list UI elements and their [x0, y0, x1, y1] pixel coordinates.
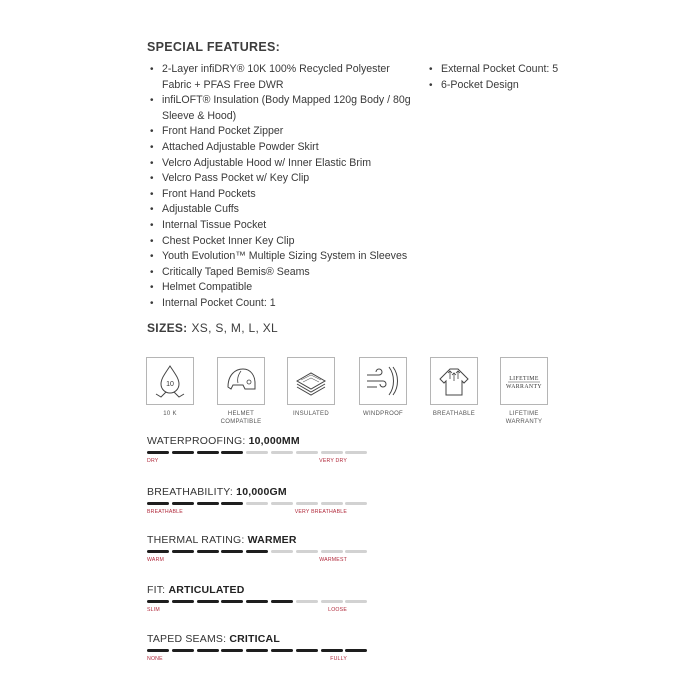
rating-segment [345, 600, 367, 603]
rating-value: 10,000MM [248, 435, 300, 447]
rating-segment [172, 600, 194, 603]
rating-segment [271, 550, 293, 553]
rating-value: ARTICULATED [168, 584, 245, 596]
feature-item: • External Pocket Count: 5 [426, 62, 576, 78]
rating-segment [246, 550, 268, 553]
rating-value: WARMER [247, 534, 297, 546]
10k-badge-text: 10 [166, 381, 174, 388]
rating-title [147, 633, 347, 645]
rating-max-label: LOOSE [328, 607, 347, 613]
rating-segment [221, 502, 243, 505]
rating-segment [296, 550, 318, 553]
rating-segment [345, 550, 367, 553]
rating-bar [147, 649, 347, 653]
rating-segment [221, 649, 243, 652]
rating-min-label: SLIM [147, 607, 160, 613]
rating-0 [147, 435, 347, 466]
feature-item: • Adjustable Cuffs [147, 202, 419, 218]
rating-value: CRITICAL [229, 633, 280, 645]
features-list-right [426, 62, 576, 93]
feature-item: • Velcro Adjustable Hood w/ Inner Elastic Brim [147, 156, 419, 172]
rating-4 [147, 633, 347, 664]
rating-title [147, 584, 347, 596]
rating-segment [321, 649, 343, 652]
rating-max-label: VERY DRY [319, 458, 347, 464]
rating-segment [321, 451, 343, 454]
rating-max-label: FULLY [330, 656, 347, 662]
rating-segment [296, 649, 318, 652]
rating-segment [197, 451, 219, 454]
feature-item: • Velcro Pass Pocket w/ Key Clip [147, 171, 419, 187]
rating-segment [345, 451, 367, 454]
windproof-icon [359, 357, 407, 405]
rating-segment [221, 550, 243, 553]
icon-cell-10k [140, 357, 200, 419]
rating-segment [296, 600, 318, 603]
rating-segment [246, 502, 268, 505]
rating-segment [246, 451, 268, 454]
feature-item: • Internal Pocket Count: 1 [147, 296, 419, 312]
rating-value: 10,000GM [236, 486, 287, 498]
rating-segment [172, 502, 194, 505]
rating-min-label: NONE [147, 656, 163, 662]
rating-bar [147, 451, 347, 455]
icon-cell-windproof [353, 357, 413, 419]
rating-segment [197, 649, 219, 652]
rating-segment [345, 649, 367, 652]
rating-label: WATERPROOFING: [147, 435, 246, 447]
feature-item: • Front Hand Pockets [147, 187, 419, 203]
rating-segment [345, 502, 367, 505]
icon-cell-breathable [424, 357, 484, 419]
breathable-icon [430, 357, 478, 405]
warranty-box-text-2: WARRANTY [505, 384, 543, 390]
sizes-value: XS, S, M, L, XL [191, 321, 279, 335]
feature-item: • Youth Evolution™ Multiple Sizing System in Sleeves [147, 249, 419, 265]
rating-segment [321, 550, 343, 553]
warranty-box-text-1: LIFETIME [509, 376, 539, 382]
rating-segment [246, 649, 268, 652]
icon-cell-helmet [211, 357, 271, 426]
feature-item: • Attached Adjustable Powder Skirt [147, 140, 419, 156]
rating-segment [296, 451, 318, 454]
rating-2 [147, 534, 347, 565]
feature-item: • Internal Tissue Pocket [147, 218, 419, 234]
rating-title [147, 435, 347, 447]
rating-segment [197, 502, 219, 505]
feature-item: • Critically Taped Bemis® Seams [147, 265, 419, 281]
icon-label-warranty: LIFETIME WARRANTY [505, 411, 543, 425]
rating-scale [147, 656, 347, 664]
features-list-left [147, 62, 419, 312]
feature-icons [147, 357, 557, 427]
rating-segment [246, 600, 268, 603]
rating-segment [172, 550, 194, 553]
rating-max-label: WARMEST [319, 557, 347, 563]
rating-scale [147, 607, 347, 615]
icon-label-breathable: BREATHABLE [432, 411, 476, 417]
rating-segment [197, 600, 219, 603]
rating-label: BREATHABILITY: [147, 486, 234, 498]
rating-segment [321, 502, 343, 505]
rating-title [147, 486, 347, 498]
feature-item: • 6-Pocket Design [426, 78, 576, 94]
feature-item: • Helmet Compatible [147, 280, 419, 296]
icon-label-windproof: WINDPROOF [362, 411, 404, 417]
rating-scale [147, 557, 347, 565]
rating-segment [271, 649, 293, 652]
rating-1 [147, 486, 347, 517]
rating-label: THERMAL RATING: [147, 534, 245, 546]
rating-segment [271, 502, 293, 505]
rating-bar [147, 550, 347, 554]
10k-waterproof-icon [146, 357, 194, 405]
rating-scale [147, 509, 347, 517]
rating-max-label: VERY BREATHABLE [294, 509, 347, 515]
rating-segment [172, 451, 194, 454]
feature-item: • 2-Layer infiDRY® 10K 100% Recycled Polyester Fabric + PFAS Free DWR [147, 62, 419, 93]
helmet-icon [217, 357, 265, 405]
feature-item: • infiLOFT® Insulation (Body Mapped 120g Body / 80g Sleeve & Hood) [147, 93, 419, 124]
rating-segment [172, 649, 194, 652]
rating-segment [147, 600, 169, 603]
icon-label-helmet: HELMET COMPATIBLE [220, 411, 262, 425]
rating-segment [147, 502, 169, 505]
rating-segment [271, 451, 293, 454]
rating-label: FIT: [147, 584, 166, 596]
rating-min-label: BREATHABLE [147, 509, 183, 515]
feature-item: • Front Hand Pocket Zipper [147, 124, 419, 140]
rating-min-label: WARM [147, 557, 165, 563]
icon-cell-warranty [494, 357, 554, 426]
rating-segment [321, 600, 343, 603]
rating-segment [221, 600, 243, 603]
rating-scale [147, 458, 347, 466]
rating-segment [296, 502, 318, 505]
sizes-row [147, 321, 278, 335]
rating-segment [197, 550, 219, 553]
rating-segment [147, 451, 169, 454]
rating-segment [147, 649, 169, 652]
icon-cell-insulated [281, 357, 341, 419]
rating-segment [147, 550, 169, 553]
insulated-icon [287, 357, 335, 405]
rating-min-label: DRY [147, 458, 159, 464]
rating-3 [147, 584, 347, 615]
rating-bar [147, 600, 347, 604]
rating-title [147, 534, 347, 546]
special-features-title: SPECIAL FEATURES: [147, 40, 281, 54]
lifetime-warranty-icon [500, 357, 548, 405]
rating-segment [221, 451, 243, 454]
rating-segment [271, 600, 293, 603]
icon-label-10k: 10 K [163, 411, 177, 417]
feature-item: • Chest Pocket Inner Key Clip [147, 234, 419, 250]
icon-label-insulated: INSULATED [293, 411, 329, 417]
rating-bar [147, 502, 347, 506]
rating-label: TAPED SEAMS: [147, 633, 227, 645]
sizes-label: SIZES: [147, 321, 188, 335]
